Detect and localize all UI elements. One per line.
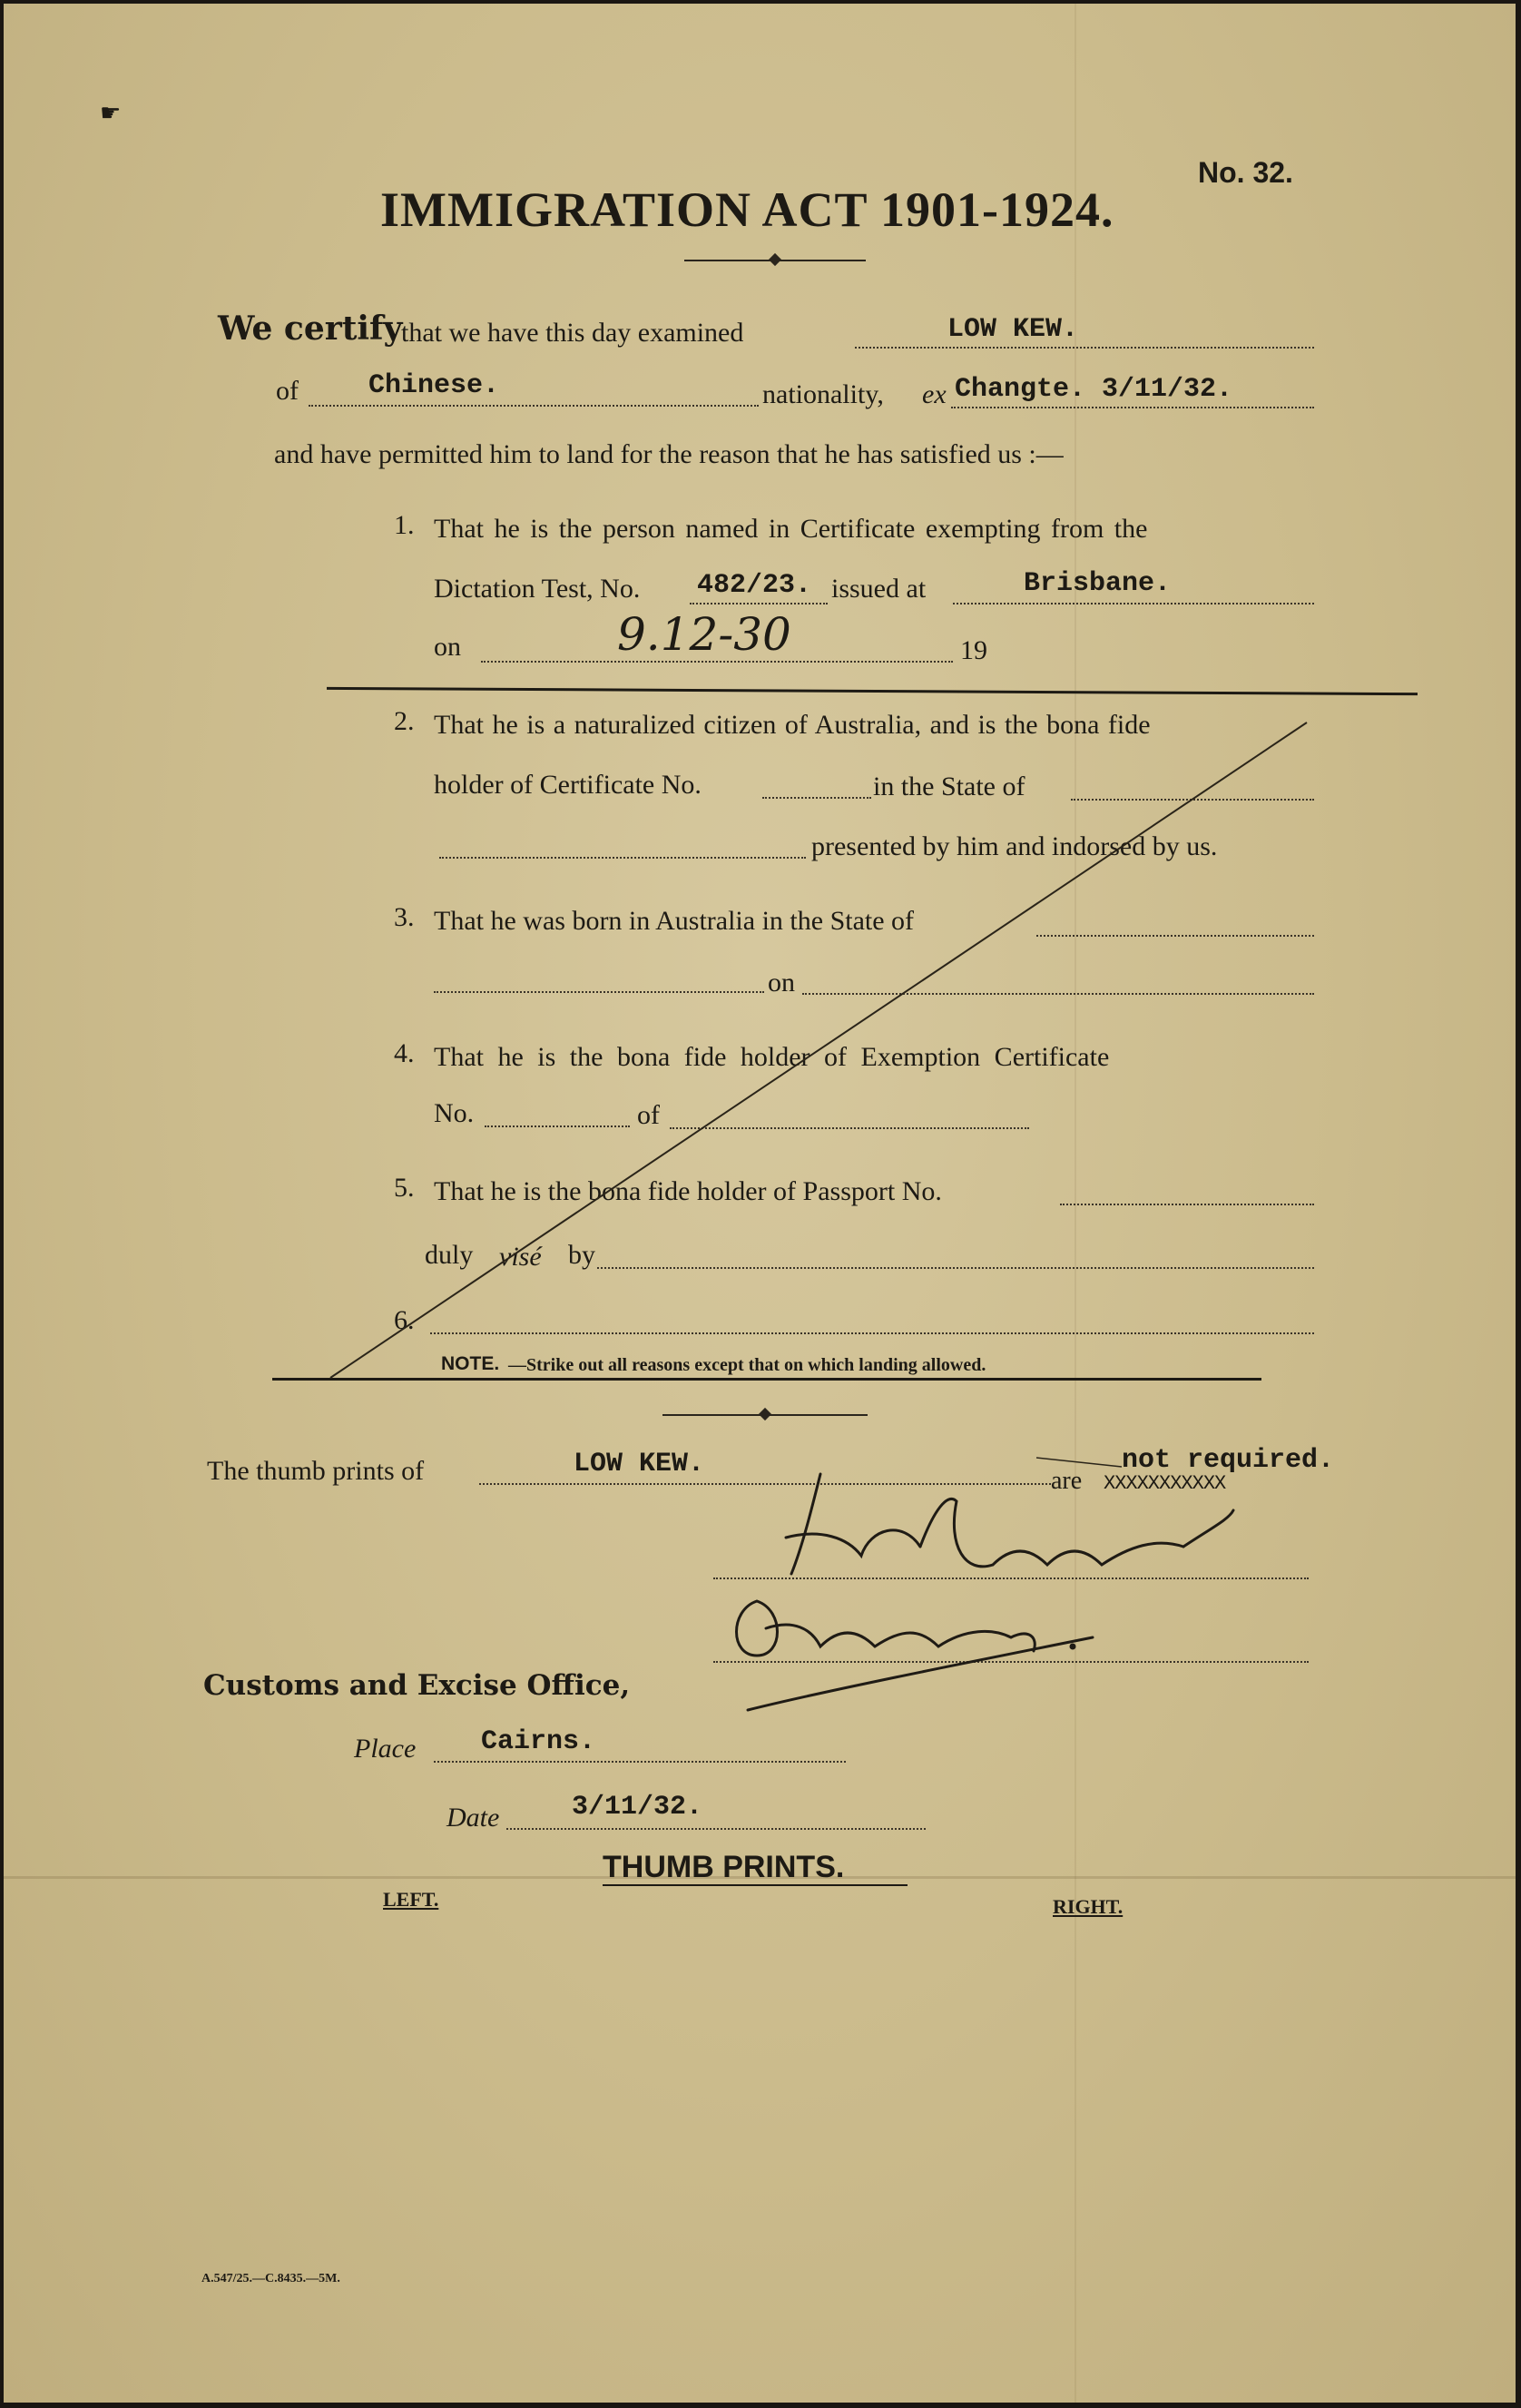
reason-1-number: 1. bbox=[394, 510, 415, 540]
thumb-are-label: are bbox=[1051, 1467, 1083, 1495]
reason-4-line1: That he is the bona fide holder of Exemption Certificate bbox=[434, 1042, 1110, 1072]
page-title: IMMIGRATION ACT 1901-1924. bbox=[380, 182, 1114, 237]
corner-mark: ☛ bbox=[100, 100, 122, 126]
reason-5-vise: visé bbox=[499, 1242, 542, 1272]
reason-1-line1: That he is the person named in Certificate exempting from the bbox=[434, 514, 1148, 544]
reason-4-number: 4. bbox=[394, 1038, 415, 1068]
reason-1-line2b: issued at bbox=[831, 574, 927, 604]
reason-3-on: on bbox=[768, 968, 795, 998]
reason-2-line3: presented by him and indorsed by us. bbox=[811, 831, 1218, 861]
thumb-prints-heading: THUMB PRINTS. bbox=[603, 1850, 845, 1884]
reason-2-line2a: holder of Certificate No. bbox=[434, 770, 702, 800]
certify-text: that we have this day examined bbox=[401, 318, 744, 348]
annotation-overlay bbox=[4, 4, 1516, 2403]
reason-1-on: on bbox=[434, 632, 461, 662]
thumb-status-value: not required. bbox=[1122, 1445, 1335, 1476]
reason-1-year: 19 bbox=[960, 635, 987, 665]
reason-6-number: 6. bbox=[394, 1305, 415, 1335]
certificate-document bbox=[4, 4, 1516, 2403]
of-label: of bbox=[276, 376, 299, 406]
ship-value: Changte. 3/11/32. bbox=[955, 374, 1233, 405]
note-label: NOTE. bbox=[441, 1353, 500, 1374]
examined-name: LOW KEW. bbox=[947, 314, 1079, 345]
date-value: 3/11/32. bbox=[572, 1792, 703, 1823]
thumb-struck-text: XXXXXXXXXXX bbox=[1104, 1472, 1226, 1495]
left-thumb-label: LEFT. bbox=[383, 1888, 439, 1911]
place-value: Cairns. bbox=[481, 1726, 596, 1757]
reason-4-of: of bbox=[637, 1100, 660, 1130]
reason-2-number: 2. bbox=[394, 706, 415, 736]
place-label: Place bbox=[354, 1734, 417, 1764]
strike-out-line bbox=[330, 722, 1307, 1378]
date-label: Date bbox=[446, 1803, 500, 1833]
reason-1-line2a: Dictation Test, No. bbox=[434, 574, 641, 604]
permit-text: and have permitted him to land for the reason that he has satisfied us :— bbox=[274, 439, 1064, 469]
note-text: —Strike out all reasons except that on which landing allowed. bbox=[508, 1355, 986, 1375]
issued-place-value: Brisbane. bbox=[1024, 568, 1172, 599]
right-thumb-label: RIGHT. bbox=[1053, 1895, 1124, 1918]
ex-label: ex bbox=[922, 379, 947, 409]
reason-2-line1: That he is a naturalized citizen of Australia, and is the bona fide bbox=[434, 710, 1151, 740]
reason-5-by: by bbox=[568, 1240, 595, 1270]
nationality-value: Chinese. bbox=[368, 370, 500, 401]
office-label: Customs and Excise Office, bbox=[203, 1669, 631, 1702]
reason-5-number: 5. bbox=[394, 1173, 415, 1203]
signature-hoskins bbox=[737, 1601, 1094, 1710]
reason-3-number: 3. bbox=[394, 902, 415, 932]
reason-3-line1: That he was born in Australia in the State of bbox=[434, 906, 915, 936]
reason-5-line1: That he is the bona fide holder of Passport No. bbox=[434, 1176, 942, 1206]
cert-number-value: 482/23. bbox=[697, 570, 812, 601]
print-code: A.547/25.—C.8435.—5M. bbox=[201, 2272, 340, 2285]
form-number: No. 32. bbox=[1198, 156, 1293, 189]
signature-liston bbox=[786, 1474, 1233, 1574]
thumb-name-value: LOW KEW. bbox=[574, 1449, 705, 1479]
reason-5-duly: duly bbox=[425, 1240, 474, 1270]
reason-4-no: No. bbox=[434, 1098, 475, 1128]
reason-2-line2b: in the State of bbox=[873, 772, 1025, 801]
nationality-label: nationality, bbox=[762, 379, 884, 409]
thumb-label: The thumb prints of bbox=[207, 1456, 425, 1486]
struck-scribble bbox=[1036, 1458, 1122, 1467]
issued-date-value: 9.12-30 bbox=[617, 608, 791, 661]
certify-lead: We certify bbox=[218, 310, 403, 348]
